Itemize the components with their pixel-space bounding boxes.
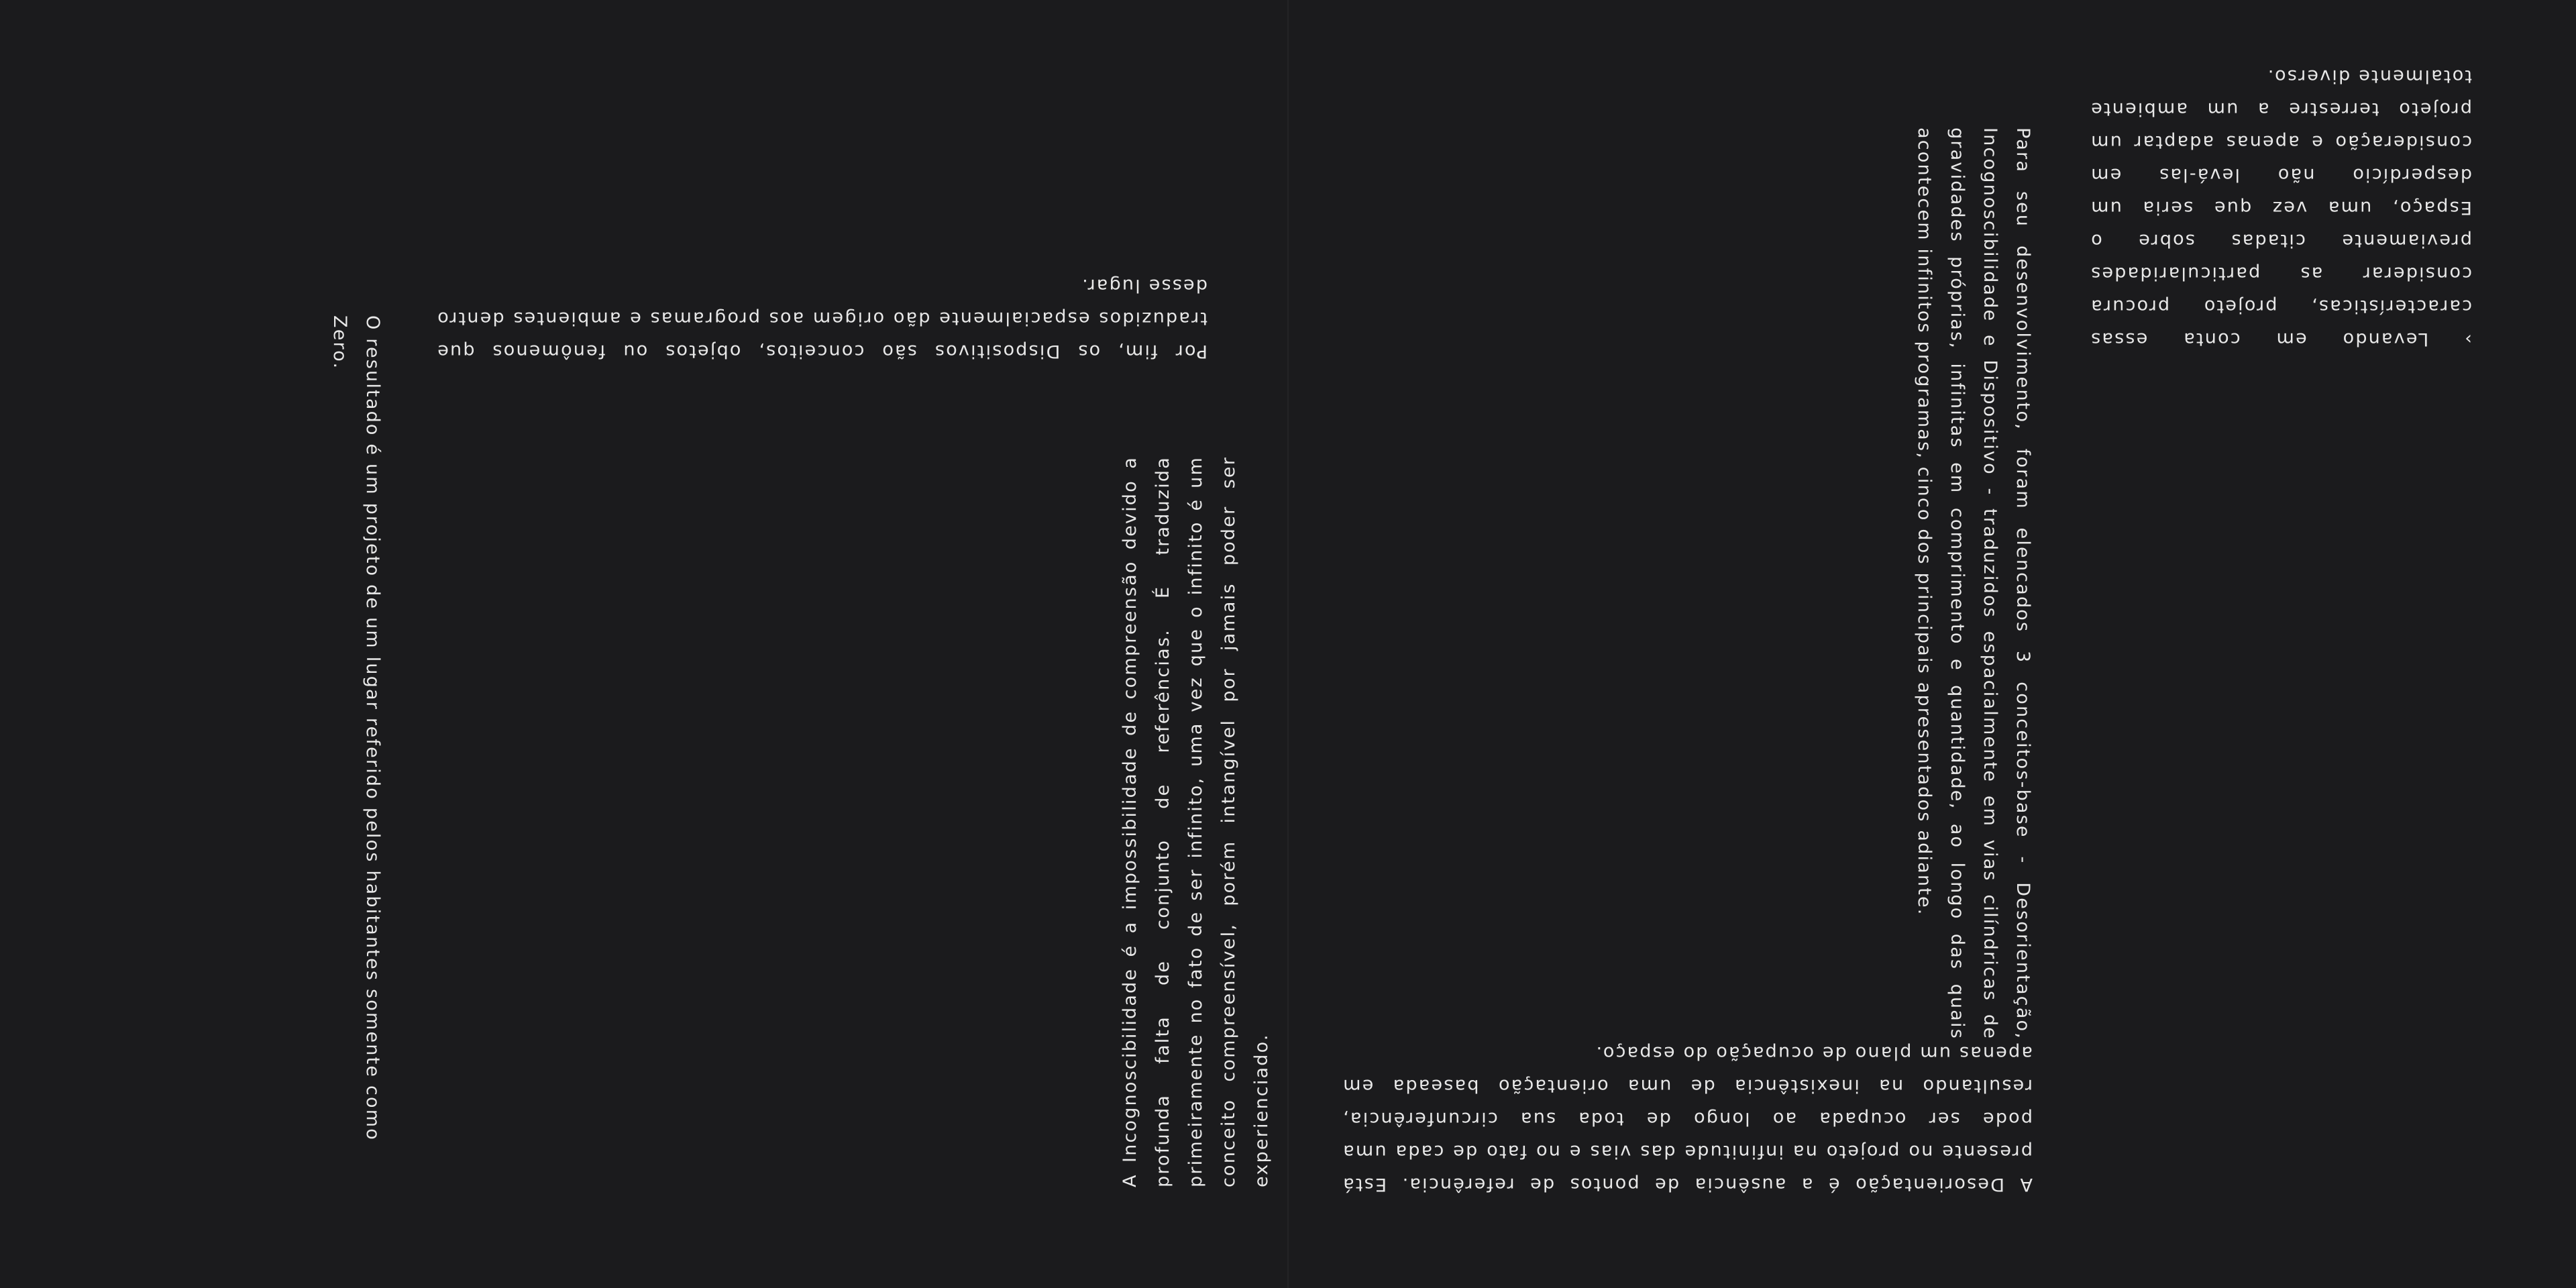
levando-paragraph: [2090, 66, 2472, 356]
resultado-paragraph: [329, 315, 389, 1174]
dispositivos-text: Por fim, os Dispositivos são conceitos, objetos ou fenômenos que traduzidos espacialmente dão origem aos programas e ambientes dentro desse lugar.: [436, 275, 1208, 362]
desorientacao-paragraph: [1342, 1026, 2033, 1201]
conceitos-base-paragraph: [1902, 127, 2039, 1040]
incognoscibilidade-text: A Incognoscibilidade é a impossibilidade de compreensão devido a profunda falta de conjunto de referências. É traduzida primeiramente no fato de ser infinito, uma vez que o infinito é um conceito compreensível, porém intangível por jamais poder ser experienciado.: [1120, 456, 1272, 1187]
resultado-text: O resultado é um projeto de um lugar referido pelos habitantes somente como Zero.: [329, 315, 383, 1141]
conceitos-base-text: Para seu desenvolvimento, foram elencados 3 conceitos-base - Desorientação, Incognoscibilidade e Dispositivo - traduzidos espacialmente em vias cilíndricas de gravidades próprias, infinitas em comprimento e quantidade, ao longo das quais acontecem infinitos programas, cinco dos principais apresentados adiante.: [1914, 127, 2033, 1040]
incognoscibilidade-paragraph: [1114, 456, 1272, 1187]
levando-text: › Levando em conta essas características, projeto procura considerar as particularidades previamente citadas sobre o Espaço, uma vez que seria um desperdício não levá-las em consideração e apenas adaptar um projeto terrestre a um ambiente totalmente diverso.: [2090, 66, 2472, 350]
desorientacao-text: A Desorientação é a ausência de pontos de referência. Está presente no projeto na infinitude das vias e no fato de cada uma pode ser ocupada ao longo de toda sua circunferência, resultando na inexistência de uma orientação baseada em apenas um plano de ocupação do espaço.: [1342, 1042, 2033, 1195]
dispositivos-paragraph: [436, 275, 1208, 368]
page-fold: [1287, 0, 1289, 1288]
